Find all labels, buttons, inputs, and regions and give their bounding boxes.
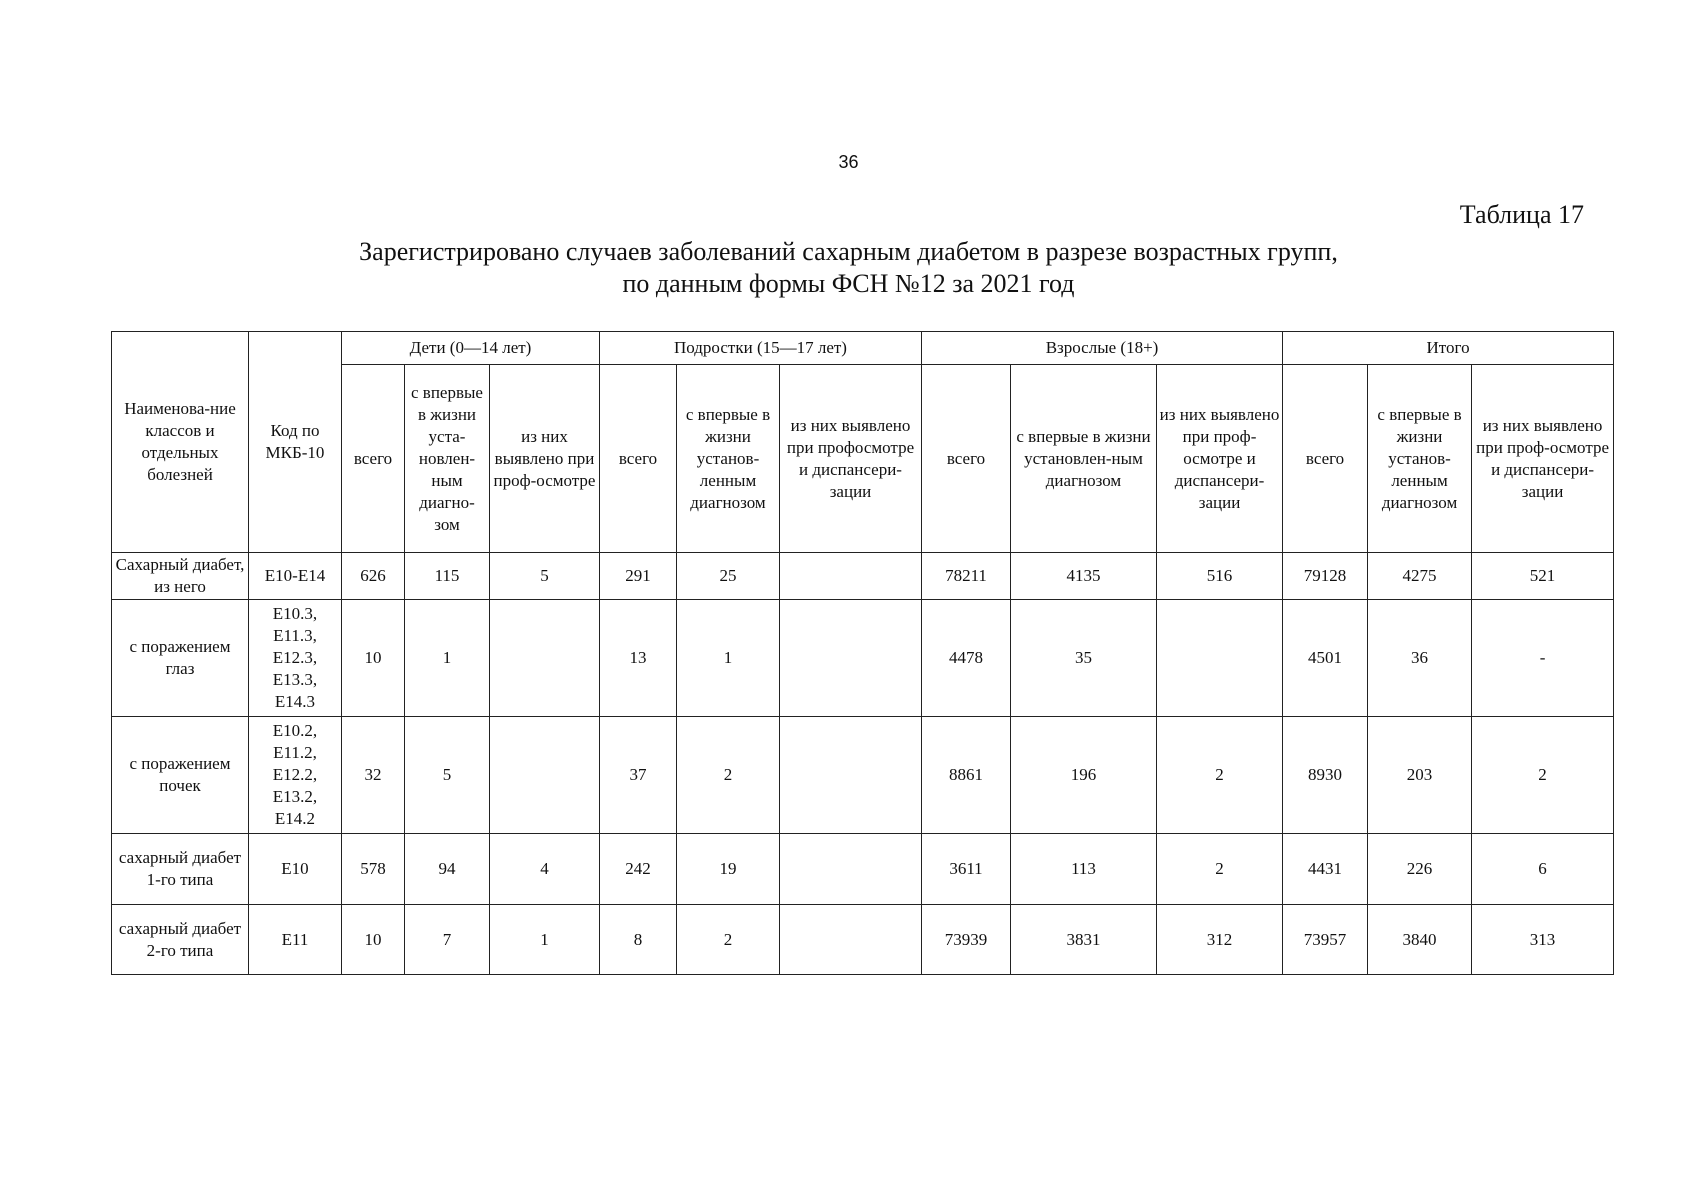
header-adults-checkup: из них выявлено при проф-осмотре и диспансери-зации: [1157, 365, 1283, 553]
cell: 19: [677, 834, 780, 905]
cell: 25: [677, 553, 780, 600]
cell: 3831: [1011, 905, 1157, 975]
cell: 626: [342, 553, 405, 600]
cell: 2: [1157, 834, 1283, 905]
cell: -: [1472, 600, 1614, 717]
row-name: с поражением глаз: [112, 600, 249, 717]
header-adults-first: с впервые в жизни установлен-ным диагнозом: [1011, 365, 1157, 553]
cell: 2: [677, 717, 780, 834]
cell: 4431: [1283, 834, 1368, 905]
cell: 13: [600, 600, 677, 717]
cell: 36: [1368, 600, 1472, 717]
cell: 37: [600, 717, 677, 834]
cell: 78211: [922, 553, 1011, 600]
header-group-total: Итого: [1283, 332, 1614, 365]
table-row: [112, 834, 1614, 905]
cell: [1157, 600, 1283, 717]
cell: 10: [342, 600, 405, 717]
row-code: Е10.3, Е11.3, Е12.3, Е13.3, Е14.3: [249, 600, 342, 717]
cell: 3611: [922, 834, 1011, 905]
cell: 196: [1011, 717, 1157, 834]
cell: 4: [490, 834, 600, 905]
cell: 312: [1157, 905, 1283, 975]
cell: 115: [405, 553, 490, 600]
cell: 4501: [1283, 600, 1368, 717]
row-name: сахарный диабет 2-го типа: [112, 905, 249, 975]
header-adults-all: всего: [922, 365, 1011, 553]
diabetes-table: [111, 331, 1614, 975]
row-code: Е10-Е14: [249, 553, 342, 600]
row-name: Сахарный диабет, из него: [112, 553, 249, 600]
header-teens-checkup: из них выявлено при профосмотре и диспансери-зации: [780, 365, 922, 553]
cell: 226: [1368, 834, 1472, 905]
cell: 2: [677, 905, 780, 975]
cell: 32: [342, 717, 405, 834]
cell: 113: [1011, 834, 1157, 905]
cell: 521: [1472, 553, 1614, 600]
header-group-teens: Подростки (15—17 лет): [600, 332, 922, 365]
cell: 73957: [1283, 905, 1368, 975]
cell: [780, 834, 922, 905]
header-total-first: с впервые в жизни установ-ленным диагнозом: [1368, 365, 1472, 553]
cell: 1: [490, 905, 600, 975]
table-label: Таблица 17: [1459, 200, 1584, 229]
cell: 5: [490, 553, 600, 600]
cell: 203: [1368, 717, 1472, 834]
cell: [490, 600, 600, 717]
header-teens-first: с впервые в жизни установ-ленным диагнозом: [677, 365, 780, 553]
cell: 242: [600, 834, 677, 905]
cell: 10: [342, 905, 405, 975]
header-children-checkup: из них выявлено при проф-осмотре: [490, 365, 600, 553]
row-name: с поражением почек: [112, 717, 249, 834]
table-row: [112, 717, 1614, 834]
row-name: сахарный диабет 1-го типа: [112, 834, 249, 905]
cell: [780, 600, 922, 717]
table-row: [112, 553, 1614, 600]
table-title: [0, 236, 1697, 300]
table-row: [112, 905, 1614, 975]
title-line-2: по данным формы ФСН №12 за 2021 год: [622, 269, 1075, 298]
cell: 313: [1472, 905, 1614, 975]
header-children-all: всего: [342, 365, 405, 553]
cell: 291: [600, 553, 677, 600]
cell: 35: [1011, 600, 1157, 717]
cell: 7: [405, 905, 490, 975]
cell: 73939: [922, 905, 1011, 975]
cell: 4135: [1011, 553, 1157, 600]
cell: [780, 553, 922, 600]
header-teens-all: всего: [600, 365, 677, 553]
header-name: Наименова-ние классов и отдельных болезней: [112, 332, 249, 553]
row-code: Е10: [249, 834, 342, 905]
cell: 578: [342, 834, 405, 905]
cell: 4275: [1368, 553, 1472, 600]
cell: 94: [405, 834, 490, 905]
cell: [780, 717, 922, 834]
row-code: Е11: [249, 905, 342, 975]
page-number: 36: [838, 152, 859, 172]
cell: 8: [600, 905, 677, 975]
header-total-all: всего: [1283, 365, 1368, 553]
cell: 1: [405, 600, 490, 717]
cell: 79128: [1283, 553, 1368, 600]
table-row: [112, 600, 1614, 717]
header-group-children: Дети (0—14 лет): [342, 332, 600, 365]
cell: 1: [677, 600, 780, 717]
cell: [490, 717, 600, 834]
cell: 6: [1472, 834, 1614, 905]
header-children-first: с впервые в жизни уста-новлен-ным диагно-зом: [405, 365, 490, 553]
header-code: Код по МКБ-10: [249, 332, 342, 553]
header-total-checkup: из них выявлено при проф-осмотре и диспансери-зации: [1472, 365, 1614, 553]
cell: 2: [1157, 717, 1283, 834]
cell: 3840: [1368, 905, 1472, 975]
cell: 4478: [922, 600, 1011, 717]
header-row-groups: [112, 332, 1614, 365]
cell: [780, 905, 922, 975]
row-code: Е10.2, Е11.2, Е12.2, Е13.2, Е14.2: [249, 717, 342, 834]
cell: 8930: [1283, 717, 1368, 834]
cell: 516: [1157, 553, 1283, 600]
title-line-1: Зарегистрировано случаев заболеваний сахарным диабетом в разрезе возрастных групп,: [359, 237, 1338, 266]
cell: 2: [1472, 717, 1614, 834]
cell: 5: [405, 717, 490, 834]
cell: 8861: [922, 717, 1011, 834]
header-group-adults: Взрослые (18+): [922, 332, 1283, 365]
